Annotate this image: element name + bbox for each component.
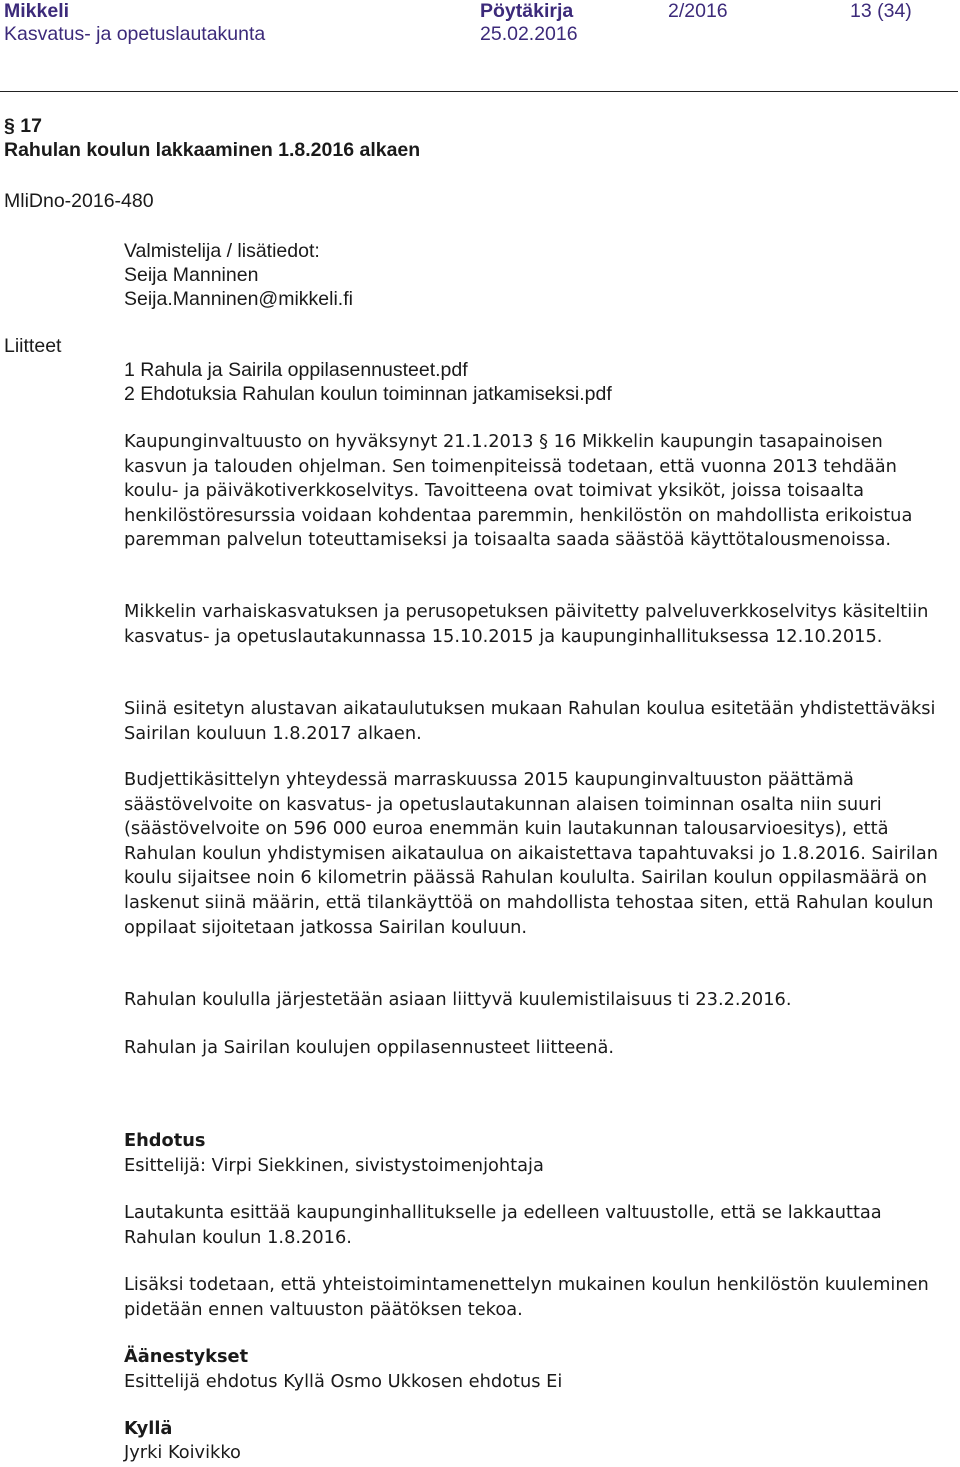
proposal-presenter: Esittelijä: Virpi Siekkinen, sivistystoimenjohtaja bbox=[124, 1155, 544, 1176]
body-paragraph: Siinä esitetyn alustavan aikataulutuksen mukaan Rahulan koulua esitetään yhdistettäväksi Sairilan kouluun 1.8.2017 alkaen. bbox=[124, 698, 936, 744]
votes-line: Esittelijä ehdotus Kyllä Osmo Ukkosen ehdotus Ei bbox=[124, 1371, 563, 1392]
proposal-text: Lautakunta esittää kaupunginhallitukselle ja edelleen valtuustolle, että se lakkauttaa Rahulan koulun 1.8.2016. bbox=[124, 1202, 882, 1248]
proposal-text: Lisäksi todetaan, että yhteistoimintamenettelyn mukainen koulun henkilöstön kuuleminen pidetään ennen valtuuston päätöksen tekoa. bbox=[124, 1274, 929, 1320]
meeting-number: 2/2016 bbox=[668, 0, 728, 22]
body-paragraph: Rahulan koululla järjestetään asiaan liittyvä kuulemistilaisuus ti 23.2.2016. bbox=[124, 989, 792, 1010]
body-paragraph: Mikkelin varhaiskasvatuksen ja perusopetuksen päivitetty palveluverkkoselvitys käsiteltiin kasvatus- ja opetuslautakunnassa 15.10.2015 ja kaupunginhallituksessa 12.10.2015. bbox=[124, 601, 929, 647]
votes-heading: Äänestykset bbox=[124, 1346, 249, 1367]
attachment-item: 1 Rahula ja Sairila oppilasennusteet.pdf bbox=[124, 359, 468, 381]
item-title: Rahulan koulun lakkaaminen 1.8.2016 alkaen bbox=[4, 139, 421, 161]
board-name: Kasvatus- ja opetuslautakunta bbox=[4, 23, 266, 45]
body-paragraph: Kaupunginvaltuusto on hyväksynyt 21.1.2013 § 16 Mikkelin kaupungin tasapainoisen kasvun ja talouden ohjelman. Sen toimenpiteissä todetaan, että vuonna 2013 tehdään koulu- ja päiväkotiverkkoselvitys. Tavoitteena ovat toimivat yksiköt, joissa toisaalta henkilöstöresurssia voidaan kohdentaa paremmin, henkilöstön on mahdollista erikoistua paremman palvelun toteuttamiseksi ja toisaalta saada säästöä käyttötalousmenoissa. bbox=[124, 431, 913, 551]
preparer-label: Valmistelija / lisätiedot: bbox=[124, 240, 320, 262]
proposal-heading: Ehdotus bbox=[124, 1130, 206, 1151]
attachment-item: 2 Ehdotuksia Rahulan koulun toiminnan jatkamiseksi.pdf bbox=[124, 383, 612, 405]
document-number: MliDno-2016-480 bbox=[4, 190, 154, 212]
doc-type: Pöytäkirja bbox=[480, 0, 574, 22]
section-number: § 17 bbox=[4, 115, 42, 137]
org-name: Mikkeli bbox=[4, 0, 70, 22]
yes-heading: Kyllä bbox=[124, 1418, 173, 1439]
attachments-label: Liitteet bbox=[4, 335, 62, 357]
page-number: 13 (34) bbox=[850, 0, 912, 22]
header-divider bbox=[0, 91, 958, 92]
body-paragraph: Rahulan ja Sairilan koulujen oppilasennusteet liitteenä. bbox=[124, 1037, 615, 1058]
preparer-email: Seija.Manninen@mikkeli.fi bbox=[124, 288, 353, 310]
preparer-name: Seija Manninen bbox=[124, 264, 259, 286]
body-paragraph: Budjettikäsittelyn yhteydessä marraskuussa 2015 kaupunginvaltuuston päättämä säästövelvoite on kasvatus- ja opetuslautakunnan alaisen toiminnan osalta niin suuri (säästövelvoite on 596 000 euroa enemmän kuin lautakunnan talousarvioesitys), että Rahulan koulun yhdistymisen aikataulua on aikaistettava tapahtuvaksi jo 1.8.2016. Sairilan koulu sijaitsee noin 6 kilometrin päässä Rahulan koululta. Sairilan koulun oppilasmäärä on laskenut siinä määrin, että tilankäyttöä on mahdollista tehostaa siten, että Rahulan koulun oppilaat sijoitetaan jatkossa Sairilan kouluun. bbox=[124, 769, 938, 938]
yes-voter: Jyrki Koivikko bbox=[124, 1442, 241, 1463]
meeting-date: 25.02.2016 bbox=[480, 23, 578, 45]
